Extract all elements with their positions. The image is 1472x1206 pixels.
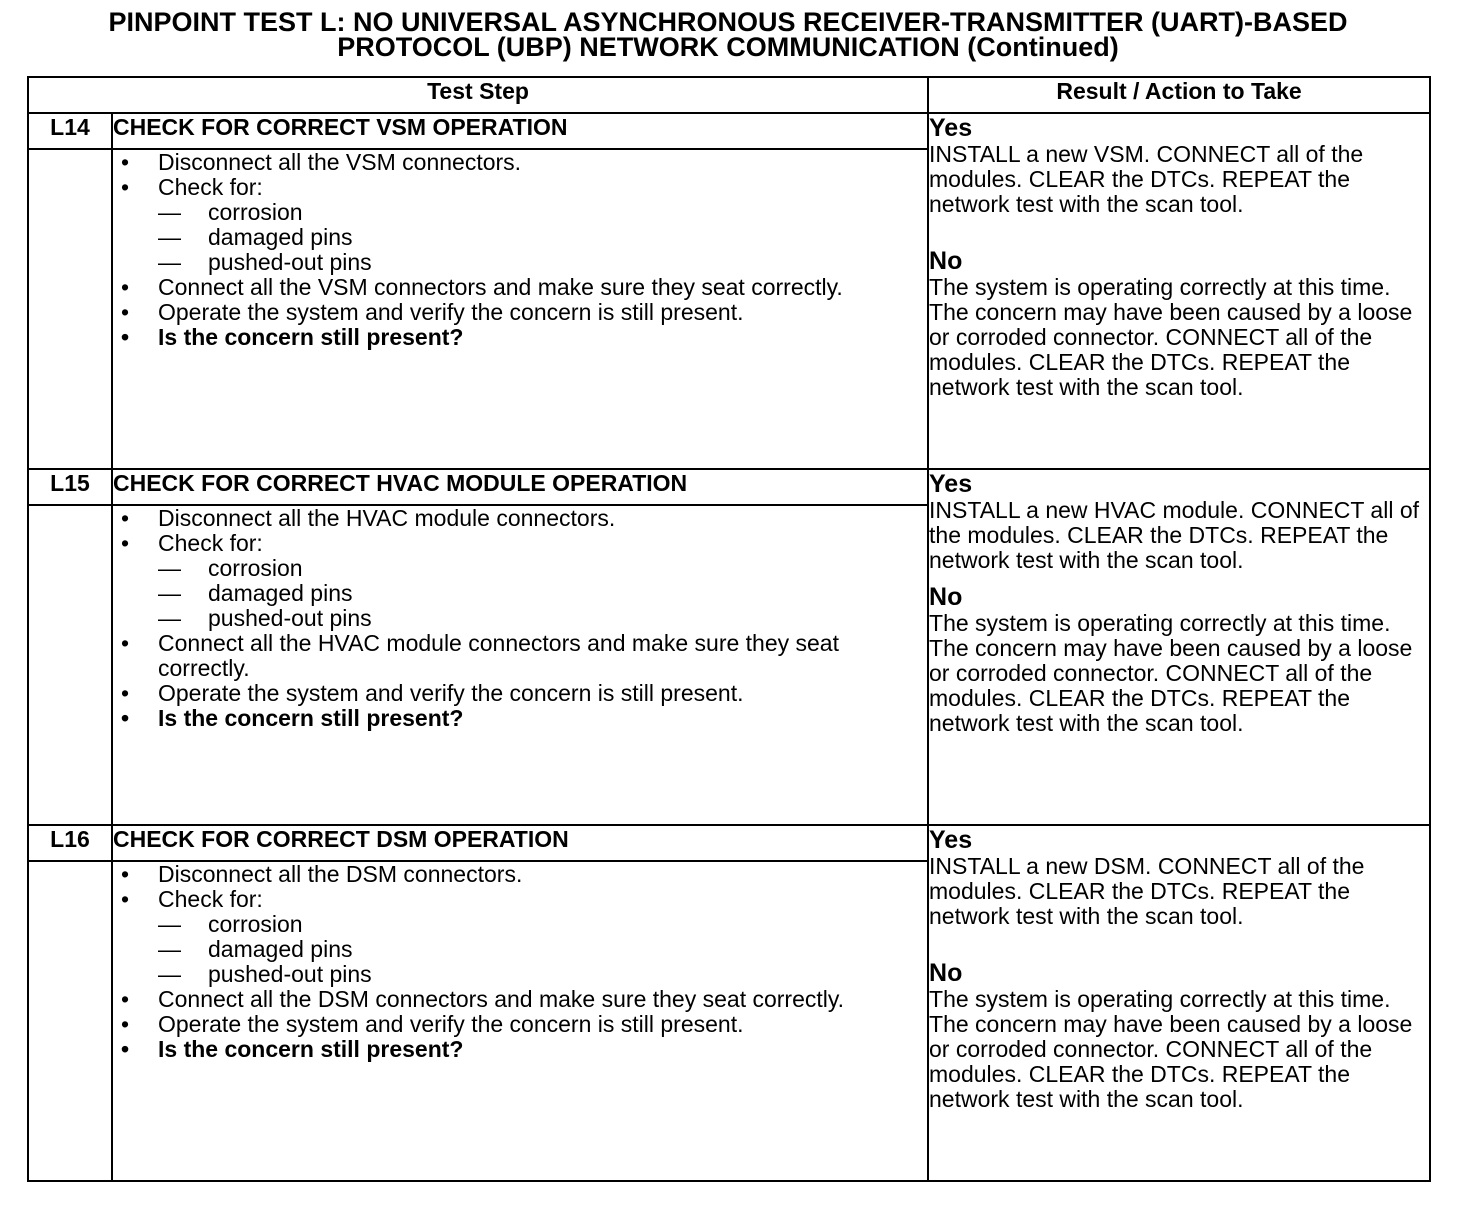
no-label: No [929, 959, 963, 987]
list-item: — corrosion [113, 556, 927, 581]
question-item: • Is the concern still present? [113, 706, 927, 731]
list-item: — corrosion [113, 200, 927, 225]
result-cell [928, 825, 1430, 1181]
pinpoint-test-table [27, 76, 1431, 1182]
step-id: L15 [28, 469, 112, 505]
step-id: L16 [28, 825, 112, 861]
test-step-column-header: Test Step [28, 77, 928, 113]
result-column-header: Result / Action to Take [928, 77, 1430, 113]
header-row [28, 77, 1430, 113]
list-item: • Operate the system and verify the concern is still present. [113, 1012, 927, 1037]
list-item: • Connect all the VSM connectors and make sure they seat correctly. [113, 275, 878, 300]
step-actions [112, 505, 928, 825]
question-item: • Is the concern still present? [113, 1037, 927, 1062]
no-label: No [929, 583, 963, 611]
step-title: CHECK FOR CORRECT HVAC MODULE OPERATION [112, 469, 928, 505]
list-item: • Disconnect all the DSM connectors. [113, 862, 927, 887]
list-item: — pushed-out pins [113, 606, 927, 631]
step-title-row [28, 113, 1430, 149]
action-list [113, 862, 927, 1062]
question-item: • Is the concern still present? [113, 325, 927, 350]
list-item: • Disconnect all the VSM connectors. [113, 150, 927, 175]
step-title: CHECK FOR CORRECT VSM OPERATION [112, 113, 928, 149]
list-item: — pushed-out pins [113, 962, 927, 987]
yes-action: INSTALL a new HVAC module. CONNECT all of the modules. CLEAR the DTCs. REPEAT the network test with the scan tool. [929, 497, 1420, 573]
step-title: CHECK FOR CORRECT DSM OPERATION [112, 825, 928, 861]
list-item: • Operate the system and verify the concern is still present. [113, 681, 927, 706]
no-action: The system is operating correctly at this time. The concern may have been caused by a loose or corroded connector. CONNECT all of the modules. CLEAR the DTCs. REPEAT the network test with the scan tool. [929, 610, 1413, 736]
step-id: L14 [28, 113, 112, 149]
list-item: — damaged pins [113, 937, 927, 962]
list-item: — pushed-out pins [113, 250, 927, 275]
list-item: • Connect all the DSM connectors and make sure they seat correctly. [113, 987, 878, 1012]
step-actions [112, 149, 928, 469]
result-cell [928, 469, 1430, 825]
list-item: — corrosion [113, 912, 927, 937]
page-title-line-1: PINPOINT TEST L: NO UNIVERSAL ASYNCHRONOUS RECEIVER-TRANSMITTER (UART)-BASED [108, 7, 1348, 37]
list-item: • Check for: [113, 175, 927, 200]
no-label: No [929, 247, 963, 275]
action-list [113, 150, 927, 350]
list-item: • Operate the system and verify the concern is still present. [113, 300, 927, 325]
yes-label: Yes [929, 826, 973, 854]
action-list [113, 506, 927, 731]
page-title-line-2: PROTOCOL (UBP) NETWORK COMMUNICATION (Continued) [337, 32, 1119, 62]
step-actions [112, 861, 928, 1181]
yes-action: INSTALL a new VSM. CONNECT all of the modules. CLEAR the DTCs. REPEAT the network test with the scan tool. [929, 141, 1364, 217]
list-item: — damaged pins [113, 225, 927, 250]
list-item: — damaged pins [113, 581, 927, 606]
no-action: The system is operating correctly at this time. The concern may have been caused by a loose or corroded connector. CONNECT all of the modules. CLEAR the DTCs. REPEAT the network test with the scan tool. [929, 986, 1413, 1112]
step-title-row [28, 825, 1430, 861]
yes-label: Yes [929, 114, 973, 142]
result-cell [928, 113, 1430, 469]
list-item: • Check for: [113, 887, 927, 912]
list-item: • Check for: [113, 531, 927, 556]
list-item: • Disconnect all the HVAC module connectors. [113, 506, 927, 531]
step-title-row [28, 469, 1430, 505]
page-title [28, 7, 1428, 62]
yes-label: Yes [929, 470, 973, 498]
list-item: • Connect all the HVAC module connectors and make sure they seat correctly. [113, 631, 878, 681]
no-action: The system is operating correctly at this time. The concern may have been caused by a loose or corroded connector. CONNECT all of the modules. CLEAR the DTCs. REPEAT the network test with the scan tool. [929, 274, 1413, 400]
yes-action: INSTALL a new DSM. CONNECT all of the modules. CLEAR the DTCs. REPEAT the network test with the scan tool. [929, 853, 1365, 929]
